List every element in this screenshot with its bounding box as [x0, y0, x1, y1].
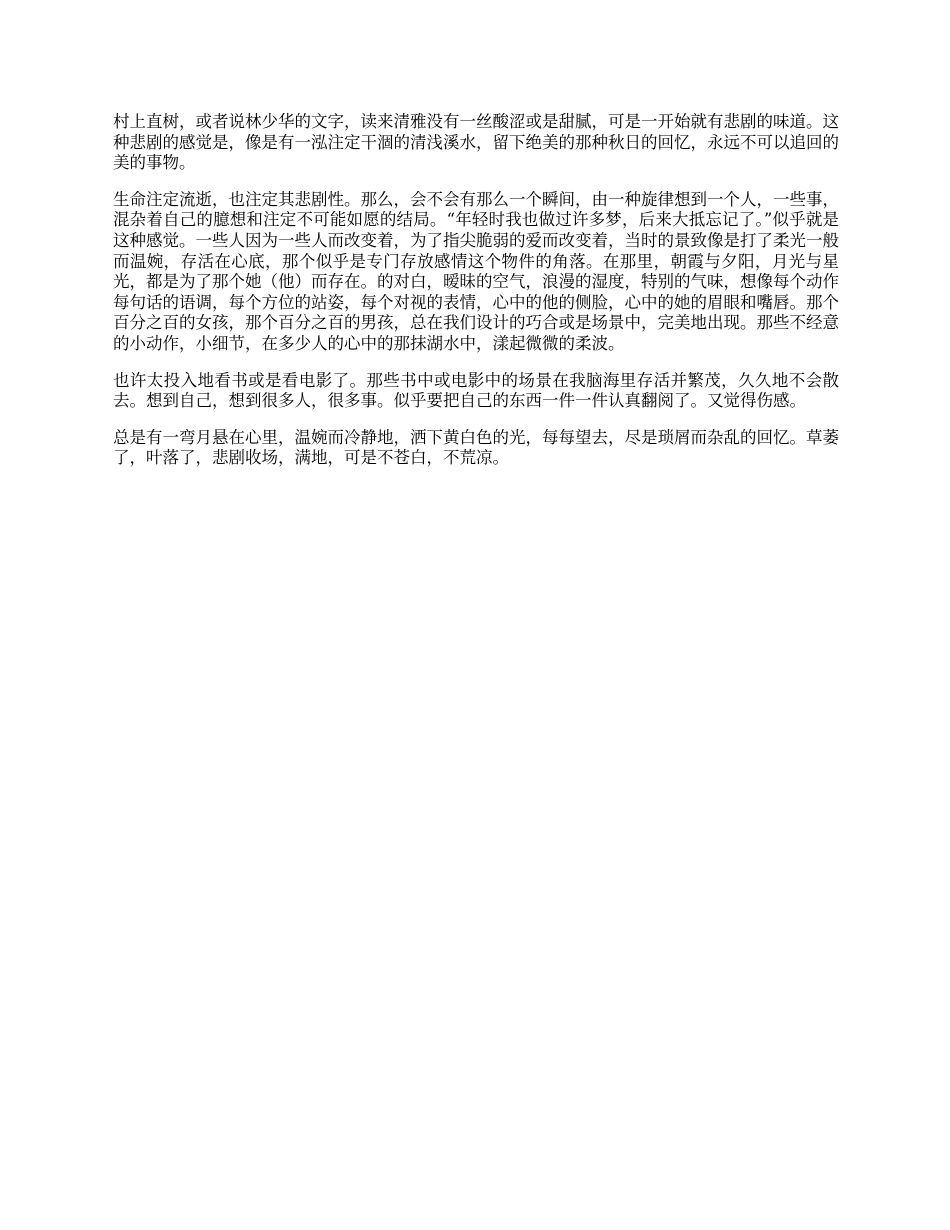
- paragraph-3: 也许太投入地看书或是看电影了。那些书中或电影中的场景在我脑海里存活并繁茂，久久地不会散去。想到自己，想到很多人，很多事。似乎要把自己的东西一件一件认真翻阅了。又觉得伤感。: [113, 370, 839, 411]
- document-body: [113, 112, 839, 485]
- paragraph-4: 总是有一弯月悬在心里，温婉而冷静地，洒下黄白色的光，每每望去，尽是琐屑而杂乱的回忆。草萎了，叶落了，悲剧收场，满地，可是不苍白，不荒凉。: [113, 427, 839, 468]
- paragraph-1: 村上直树，或者说林少华的文字，读来清雅没有一丝酸涩或是甜腻，可是一开始就有悲剧的味道。这种悲剧的感觉是，像是有一泓注定干涸的清浅溪水，留下绝美的那种秋日的回忆，永远不可以追回的美的事物。: [113, 112, 839, 173]
- paragraph-2: 生命注定流逝，也注定其悲剧性。那么，会不会有那么一个瞬间，由一种旋律想到一个人，一些事，混杂着自己的臆想和注定不可能如愿的结局。“年轻时我也做过许多梦，后来大抵忘记了。”似乎就是这种感觉。一些人因为一些人而改变着，为了指尖脆弱的爱而改变着，当时的景致像是打了柔光一般而温婉，存活在心底，那个似乎是专门存放感情这个物件的角落。在那里，朝霞与夕阳，月光与星光，都是为了那个她（他）而存在。的对白，暧昧的空气，浪漫的湿度，特别的气味，想像每个动作每句话的语调，每个方位的站姿，每个对视的表情，心中的他的侧脸，心中的她的眉眼和嘴唇。那个百分之百的女孩，那个百分之百的男孩，总在我们设计的巧合或是场景中，完美地出现。那些不经意的小动作，小细节，在多少人的心中的那抹湖水中，漾起微微的柔波。: [113, 189, 839, 353]
